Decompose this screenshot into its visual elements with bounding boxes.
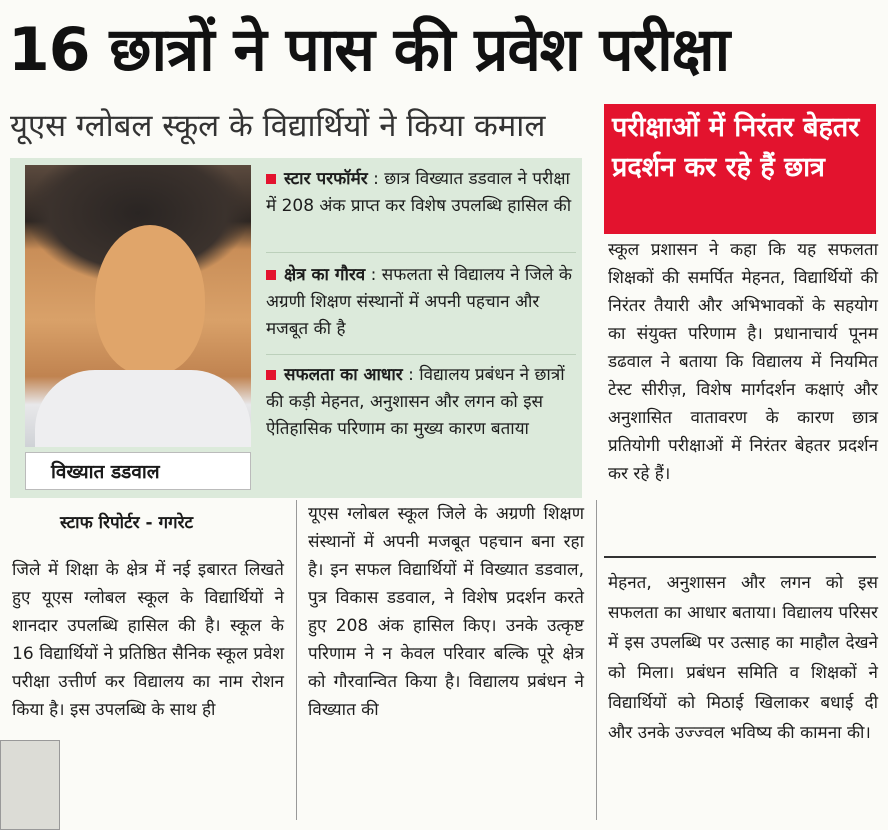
article-column-1: जिले में शिक्षा के क्षेत्र में नई इबारत लिखते हुए यूएस ग्लोबल स्कूल के विद्यार्थियों ने शानदार उपलब्धि हासिल की है। स्कूल के 16 विद्यार्थियों ने प्रतिष्ठित सैनिक स्कूल प्रवेश परीक्षा उत्तीर्ण कर विद्यालय का नाम रोशन किया है। इस उपलब्धि के साथ ही [12,560,284,720]
subheadline: यूएस ग्लोबल स्कूल के विद्यार्थियों ने किया कमाल [10,108,546,144]
highlight-label: सफलता का आधार [284,365,403,385]
adjacent-image-fragment [0,740,60,830]
byline: स्टाफ रिपोर्टर - गगरेट [60,513,194,533]
article-column-2: यूएस ग्लोबल स्कूल जिले के अग्रणी शिक्षण संस्थानों में अपनी मजबूत पहचान बना रहा है। इन सफल विद्यार्थियों में विख्यात डडवाल, पुत्र विकास डडवाल, ने विशेष प्रदर्शन करते हुए 208 अंक हासिल किए। उनके उत्कृष्ट परिणाम ने न केवल परिवार बल्कि पूरे क्षेत्र को गौरवान्वित किया है। विद्यालय प्रबंधन ने विख्यात की [308,504,584,720]
highlight-text: : सफलता से विद्यालय ने जिले के अग्रणी शिक्षण संस्थानों में अपनी पहचान और मजबूत की है [266,265,572,339]
highlight-text: : विद्यालय प्रबंधन ने छात्रों की कड़ी मेहनत, अनुशासन और लगन को इस ऐतिहासिक परिणाम का मुख्य कारण बताया [266,365,565,439]
column-divider [596,500,597,820]
student-photo [25,165,251,447]
headline: 16 छात्रों ने पास की प्रवेश परीक्षा [8,15,730,85]
highlight-item [266,262,581,343]
column-divider [296,500,297,820]
bullet-square-icon [266,370,276,380]
highlight-text: : छात्र विख्यात डडवाल ने परीक्षा में 208 अंक प्राप्त कर विशेष उपलब्धि हासिल की [266,169,572,216]
highlight-label: स्टार परफॉर्मर [284,169,368,189]
article-column-3-bottom: मेहनत, अनुशासन और लगन को इस सफलता का आधार बताया। विद्यालय परिसर में इस उपलब्धि पर उत्साह का माहौल देखने को मिला। प्रबंधन समिति व शिक्षकों ने विद्यार्थियों को मिठाई खिलाकर बधाई दी और उनके उज्ज्वल भविष्य की कामना की। [608,573,878,743]
highlight-item [266,362,581,443]
highlight-label: क्षेत्र का गौरव [284,265,366,285]
sidebar-heading: परीक्षाओं में निरंतर बेहतर प्रदर्शन कर रहे हैं छात्र [604,104,876,234]
bullet-square-icon [266,174,276,184]
photo-face [95,225,205,375]
bullet-square-icon [266,270,276,280]
highlight-item [266,166,581,220]
article-column-3-top: स्कूल प्रशासन ने कहा कि यह सफलता शिक्षकों की समर्पित मेहनत, विद्यार्थियों की निरंतर तैयारी और अभिभावकों के सहयोग का संयुक्त परिणाम है। प्रधानाचार्य पूनम डढवाल ने बताया कि विद्यालय में नियमित टेस्ट सीरीज़, विशेष मार्गदर्शन कक्षाएं और अनुशासित वातावरण के कारण छात्र प्रतियोगी परीक्षाओं में निरंतर बेहतर प्रदर्शन कर रहे हैं। [608,240,878,484]
photo-shirt [35,370,251,447]
section-rule [604,556,876,558]
photo-caption: विख्यात डडवाल [25,452,251,490]
divider [266,252,576,253]
divider [266,354,576,355]
